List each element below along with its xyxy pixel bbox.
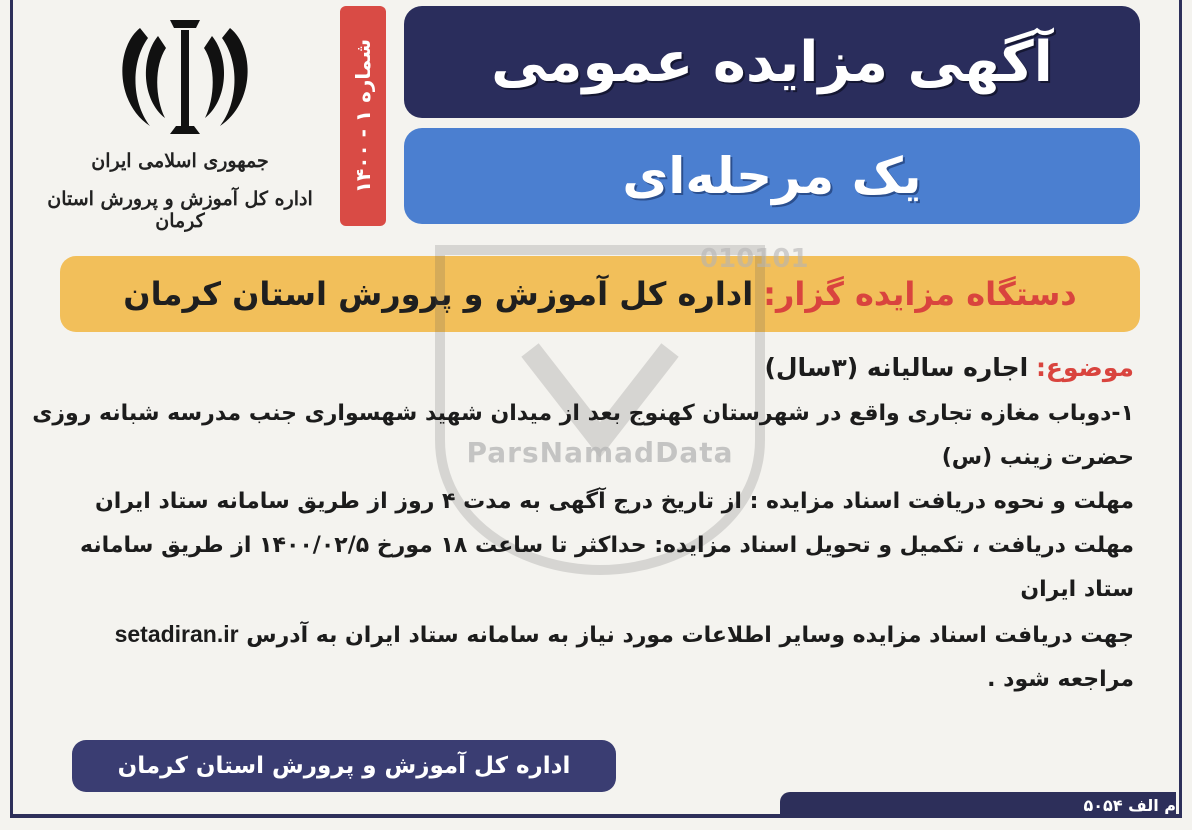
announcement-number: شماره ۱ - ۱۴۰۰	[351, 38, 375, 194]
footer-code: م الف ۵۰۵۴	[1083, 795, 1176, 815]
subject-label: موضوع:	[1035, 353, 1134, 382]
subject-line	[70, 346, 1134, 392]
emblem-caption-country: جمهوری اسلامی ایران	[91, 150, 269, 172]
info-line1	[70, 612, 1134, 658]
bottom-rule	[10, 814, 1182, 818]
title-banner	[404, 6, 1140, 118]
deadline-submit-line1: مهلت دریافت ، تکمیل و تحویل اسناد مزایده: حداکثر تا ساعت ۱۸ مورخ ۱۴۰۰/۰۲/۵ از طریق سامانه	[80, 533, 1134, 558]
announcement-body	[32, 346, 1134, 702]
deadline-submit-line2: ستاد ایران	[1020, 577, 1134, 602]
footer-org: اداره کل آموزش و پرورش استان کرمان	[117, 753, 571, 779]
organizer-name: اداره کل آموزش و پرورش استان کرمان	[123, 275, 754, 313]
page-title: آگهی مزایده عمومی	[491, 29, 1053, 95]
organizer-bar	[60, 256, 1140, 332]
info-line2: مراجعه شود .	[987, 667, 1134, 692]
emblem-caption-org: اداره کل آموزش و پرورش استان کرمان	[47, 188, 313, 232]
announcement-number-tab	[340, 6, 386, 226]
item1-line2: حضرت زینب (س)	[941, 445, 1134, 470]
organizer-label: دستگاه مزایده گزار:	[763, 275, 1077, 313]
item1-line1: ۱-دوباب مغازه تجاری واقع در شهرستان کهنوج بعد از میدان شهید شهسواری جنب مدرسه شبانه روزی	[32, 401, 1134, 426]
deadline-receive: مهلت و نحوه دریافت اسناد مزایده : از تاریخ درج آگهی به مدت ۴ روز از طریق سامانه ستاد ایران	[95, 489, 1134, 514]
page-subtitle: یک مرحله‌ای	[622, 147, 922, 205]
footer-org-box	[72, 740, 616, 792]
subject-value: اجاره سالیانه (۳سال)	[764, 353, 1029, 382]
watermark-brand: ParsNamadData	[466, 436, 734, 469]
info-url-link[interactable]: setadiran.ir	[114, 621, 239, 647]
subtitle-banner	[404, 128, 1140, 224]
watermark-digits: 010101	[700, 244, 809, 274]
info-line1-prefix: جهت دریافت اسناد مزایده وسایر اطلاعات مورد نیاز به سامانه ستاد ایران به آدرس	[246, 623, 1134, 648]
iran-emblem-icon	[110, 8, 260, 138]
